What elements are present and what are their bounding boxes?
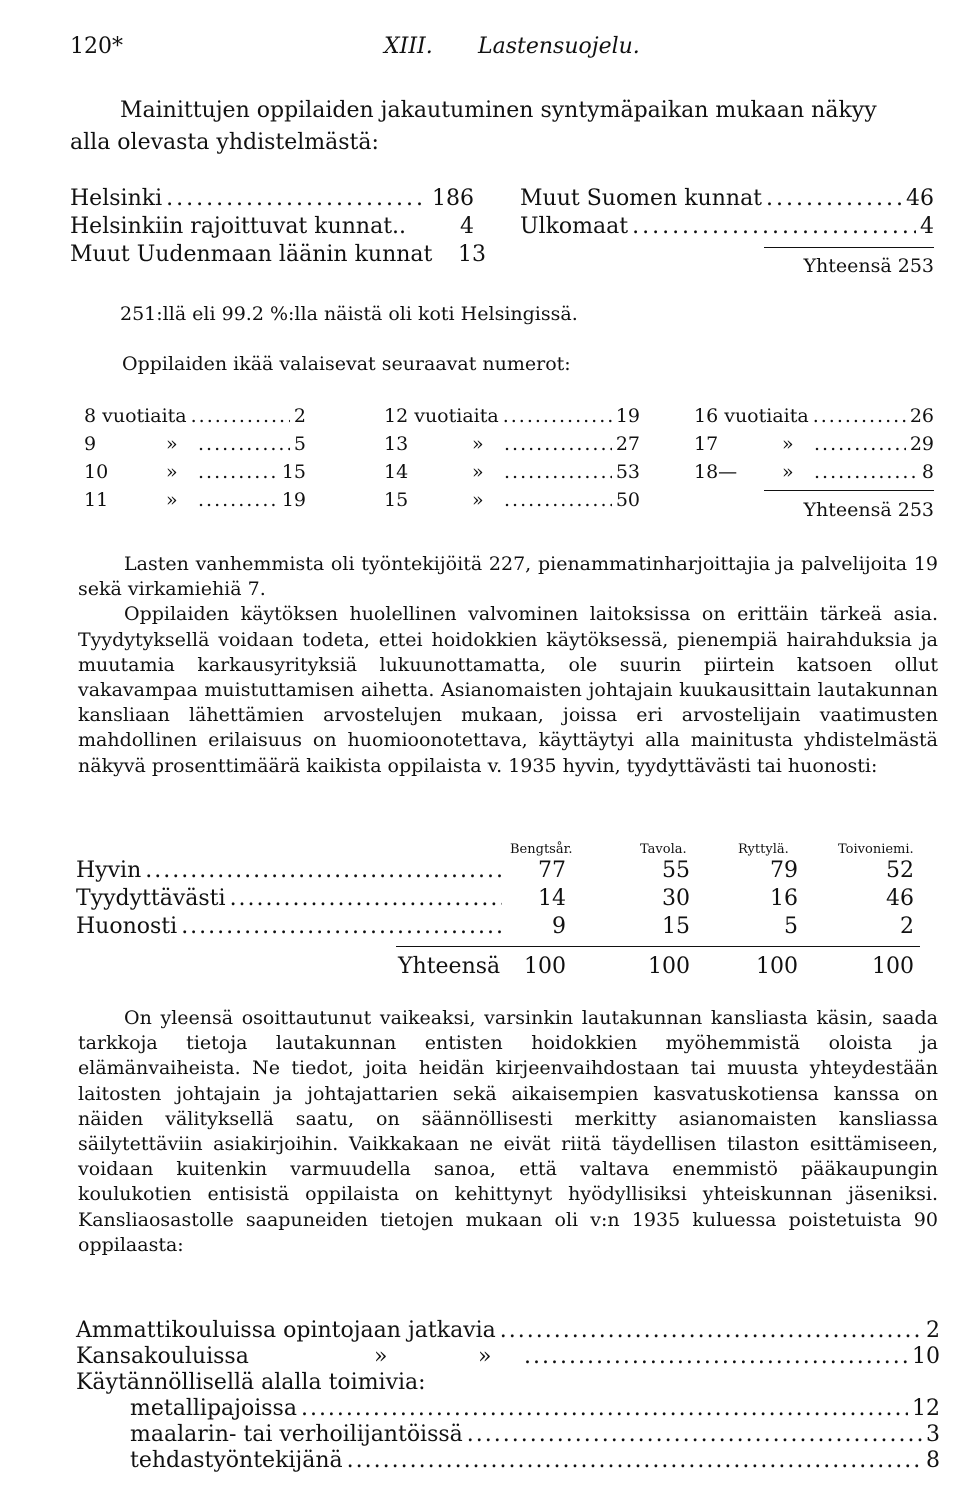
age-row: ..... 50 [500,488,640,512]
table-cell: 14 [538,886,566,911]
conduct-row: Huonosti ..... [76,914,506,940]
conduct-total-label: Yhteensä [398,954,501,979]
column-header: Tavola. [640,842,687,857]
ditto-mark: » [374,1344,388,1369]
birthplace-row: Helsinki ..... 186 [70,186,474,212]
table-cell: 15 [662,914,690,939]
outcome-row: metallipajoissa ..... 12 [130,1396,940,1422]
table-cell: 2 [900,914,914,939]
ages-intro: Oppilaiden ikää valaisevat seuraavat numerot: [122,353,571,375]
age-label: 15 [384,489,409,511]
birthplace-row: Muut Suomen kunnat ..... 46 [520,186,934,212]
paragraph-conduct: Oppilaiden käytöksen huolellinen valvominen laitoksissa on erittäin tärkeä asia. Tyydytyksellä voidaan todeta, ettei hoidokkien käytöksessä, pienempiä hairahduksia ja muutamia karkausyrityksiä lukuunottamatta, ole suurin piirtein katsoen ollut vakavampaa muistuttamisen aihetta. Asianomaisten johtajain kuukausittain lautakunnan kansliaan lähettämien arvostelujen mukaan, joissa eri arvostelijain vaatimusten mahdollinen erilaisuus on huomioonotettava, käyttäytyi alla mainitusta yhdistelmästä näkyvä prosenttimäärä kaikista oppilaista v. 1935 hyvin, tyydyttävästi tai huonosti: [78,603,938,777]
table-cell: 9 [552,914,566,939]
table-cell: 30 [662,886,690,911]
age-row: ..... 53 [500,460,640,484]
birthplace-note: 251:llä eli 99.2 %:lla näistä oli koti Helsingissä. [120,303,578,325]
ages-total: Yhteensä 253 [803,499,934,521]
ditto-mark: » [472,433,484,455]
ditto-mark: » [472,461,484,483]
age-row: ..... 27 [500,432,640,456]
age-row: ..... 8 [810,460,934,484]
table-cell: 5 [784,914,798,939]
chapter-title: Lastensuojelu. [478,34,640,59]
birthplace-intro-line1: Mainittujen oppilaiden jakautuminen syntymäpaikan mukaan näkyy [120,98,877,123]
outcome-row: ..... 10 [520,1344,940,1370]
birthplace-label: Helsinkiin rajoittuvat kunnat.. [70,214,407,239]
table-cell: 100 [872,954,914,979]
conduct-row: Tyydyttävästi ..... [76,886,506,912]
outcome-row: Ammattikouluissa opintojaan jatkavia ..... 2 [76,1318,940,1344]
column-header: Bengtsår. [510,842,573,857]
chapter-number: XIII. [384,34,433,59]
body-text-block [78,1006,938,1258]
birthplace-label: Muut Uudenmaan läänin kunnat [70,242,433,267]
birthplace-value: 4 [460,214,474,239]
birthplace-intro-line2: alla olevasta yhdistelmästä: [70,130,379,155]
outcome-heading: Käytännöllisellä alalla toimivia: [76,1370,426,1395]
age-row: ..... 15 [194,460,306,484]
outcome-label: Kansakouluissa [76,1344,249,1369]
age-row: ..... 5 [194,432,306,456]
ditto-mark: » [782,433,794,455]
table-cell: 100 [756,954,798,979]
age-row: ..... 29 [810,432,934,456]
birthplace-total: Yhteensä 253 [803,255,934,277]
age-label: 9 [84,433,97,455]
paragraph-parents: Lasten vanhemmista oli työntekijöitä 227, pienammatinharjoittajia ja palvelijoita 19 sekä virkamiehiä 7. [78,553,938,601]
table-cell: 77 [538,858,566,883]
page-number: 120* [70,34,123,59]
birthplace-value: 13 [458,242,486,267]
sum-rule [764,247,934,248]
ditto-mark: » [166,433,178,455]
ditto-mark: » [782,461,794,483]
birthplace-row: Ulkomaat ..... 4 [520,214,934,240]
ditto-mark: » [166,489,178,511]
ditto-mark: » [166,461,178,483]
sum-rule [764,490,934,491]
ditto-mark: » [478,1344,492,1369]
age-label: 13 [384,433,409,455]
table-cell: 100 [648,954,690,979]
column-header: Toivoniemi. [838,842,914,857]
age-label: 17 [694,433,719,455]
sum-rule [396,946,920,947]
table-cell: 52 [886,858,914,883]
outcome-row: tehdastyöntekijänä ..... 8 [130,1448,940,1474]
age-label: 11 [84,489,109,511]
column-header: Ryttylä. [738,842,789,857]
table-cell: 55 [662,858,690,883]
conduct-row: Hyvin ..... [76,858,506,884]
outcome-row: maalarin- tai verhoilijantöissä ..... 3 [130,1422,940,1448]
table-cell: 100 [524,954,566,979]
body-text-block [78,552,938,779]
age-row: 16 vuotiaita ..... 26 [694,404,934,428]
ditto-mark: » [472,489,484,511]
age-row: ..... 19 [194,488,306,512]
paragraph-former-pupils: On yleensä osoittautunut vaikeaksi, varsinkin lautakunnan kansliasta käsin, saada tarkkoja tietoja lautakunnan entisten hoidokkien myöhemmistä oloista ja elämänvaiheista. Ne tiedot, joita heidän kirjeenvaihdostaan tai muusta yhteydestään laitosten johtajain ja johtajattarien sekä aikaisempien kasvatuskotiensa kanssa on näiden välityksellä saatu, on säännöllisesti merkitty asianomaisten kansliassa säilytettäviin asiakirjoihin. Vaikkakaan ne eivät riitä täydellisen tilaston esittämiseen, voidaan kuitenkin varmuudella sanoa, että valtava enemmistö pääkaupungin koulukotien entisistä oppilaista on kehittynyt hyödyllisiksi yhteiskunnan jäseniksi. Kansliaosastolle saapuneiden tietojen mukaan oli v:n 1935 kuluessa poistetuista 90 oppilaasta: [78,1007,938,1256]
table-cell: 46 [886,886,914,911]
age-label: 14 [384,461,409,483]
age-row: 8 vuotiaita ..... 2 [84,404,306,428]
table-cell: 79 [770,858,798,883]
age-label: 18— [694,461,738,483]
table-cell: 16 [770,886,798,911]
age-row: 12 vuotiaita ..... 19 [384,404,640,428]
age-label: 10 [84,461,109,483]
